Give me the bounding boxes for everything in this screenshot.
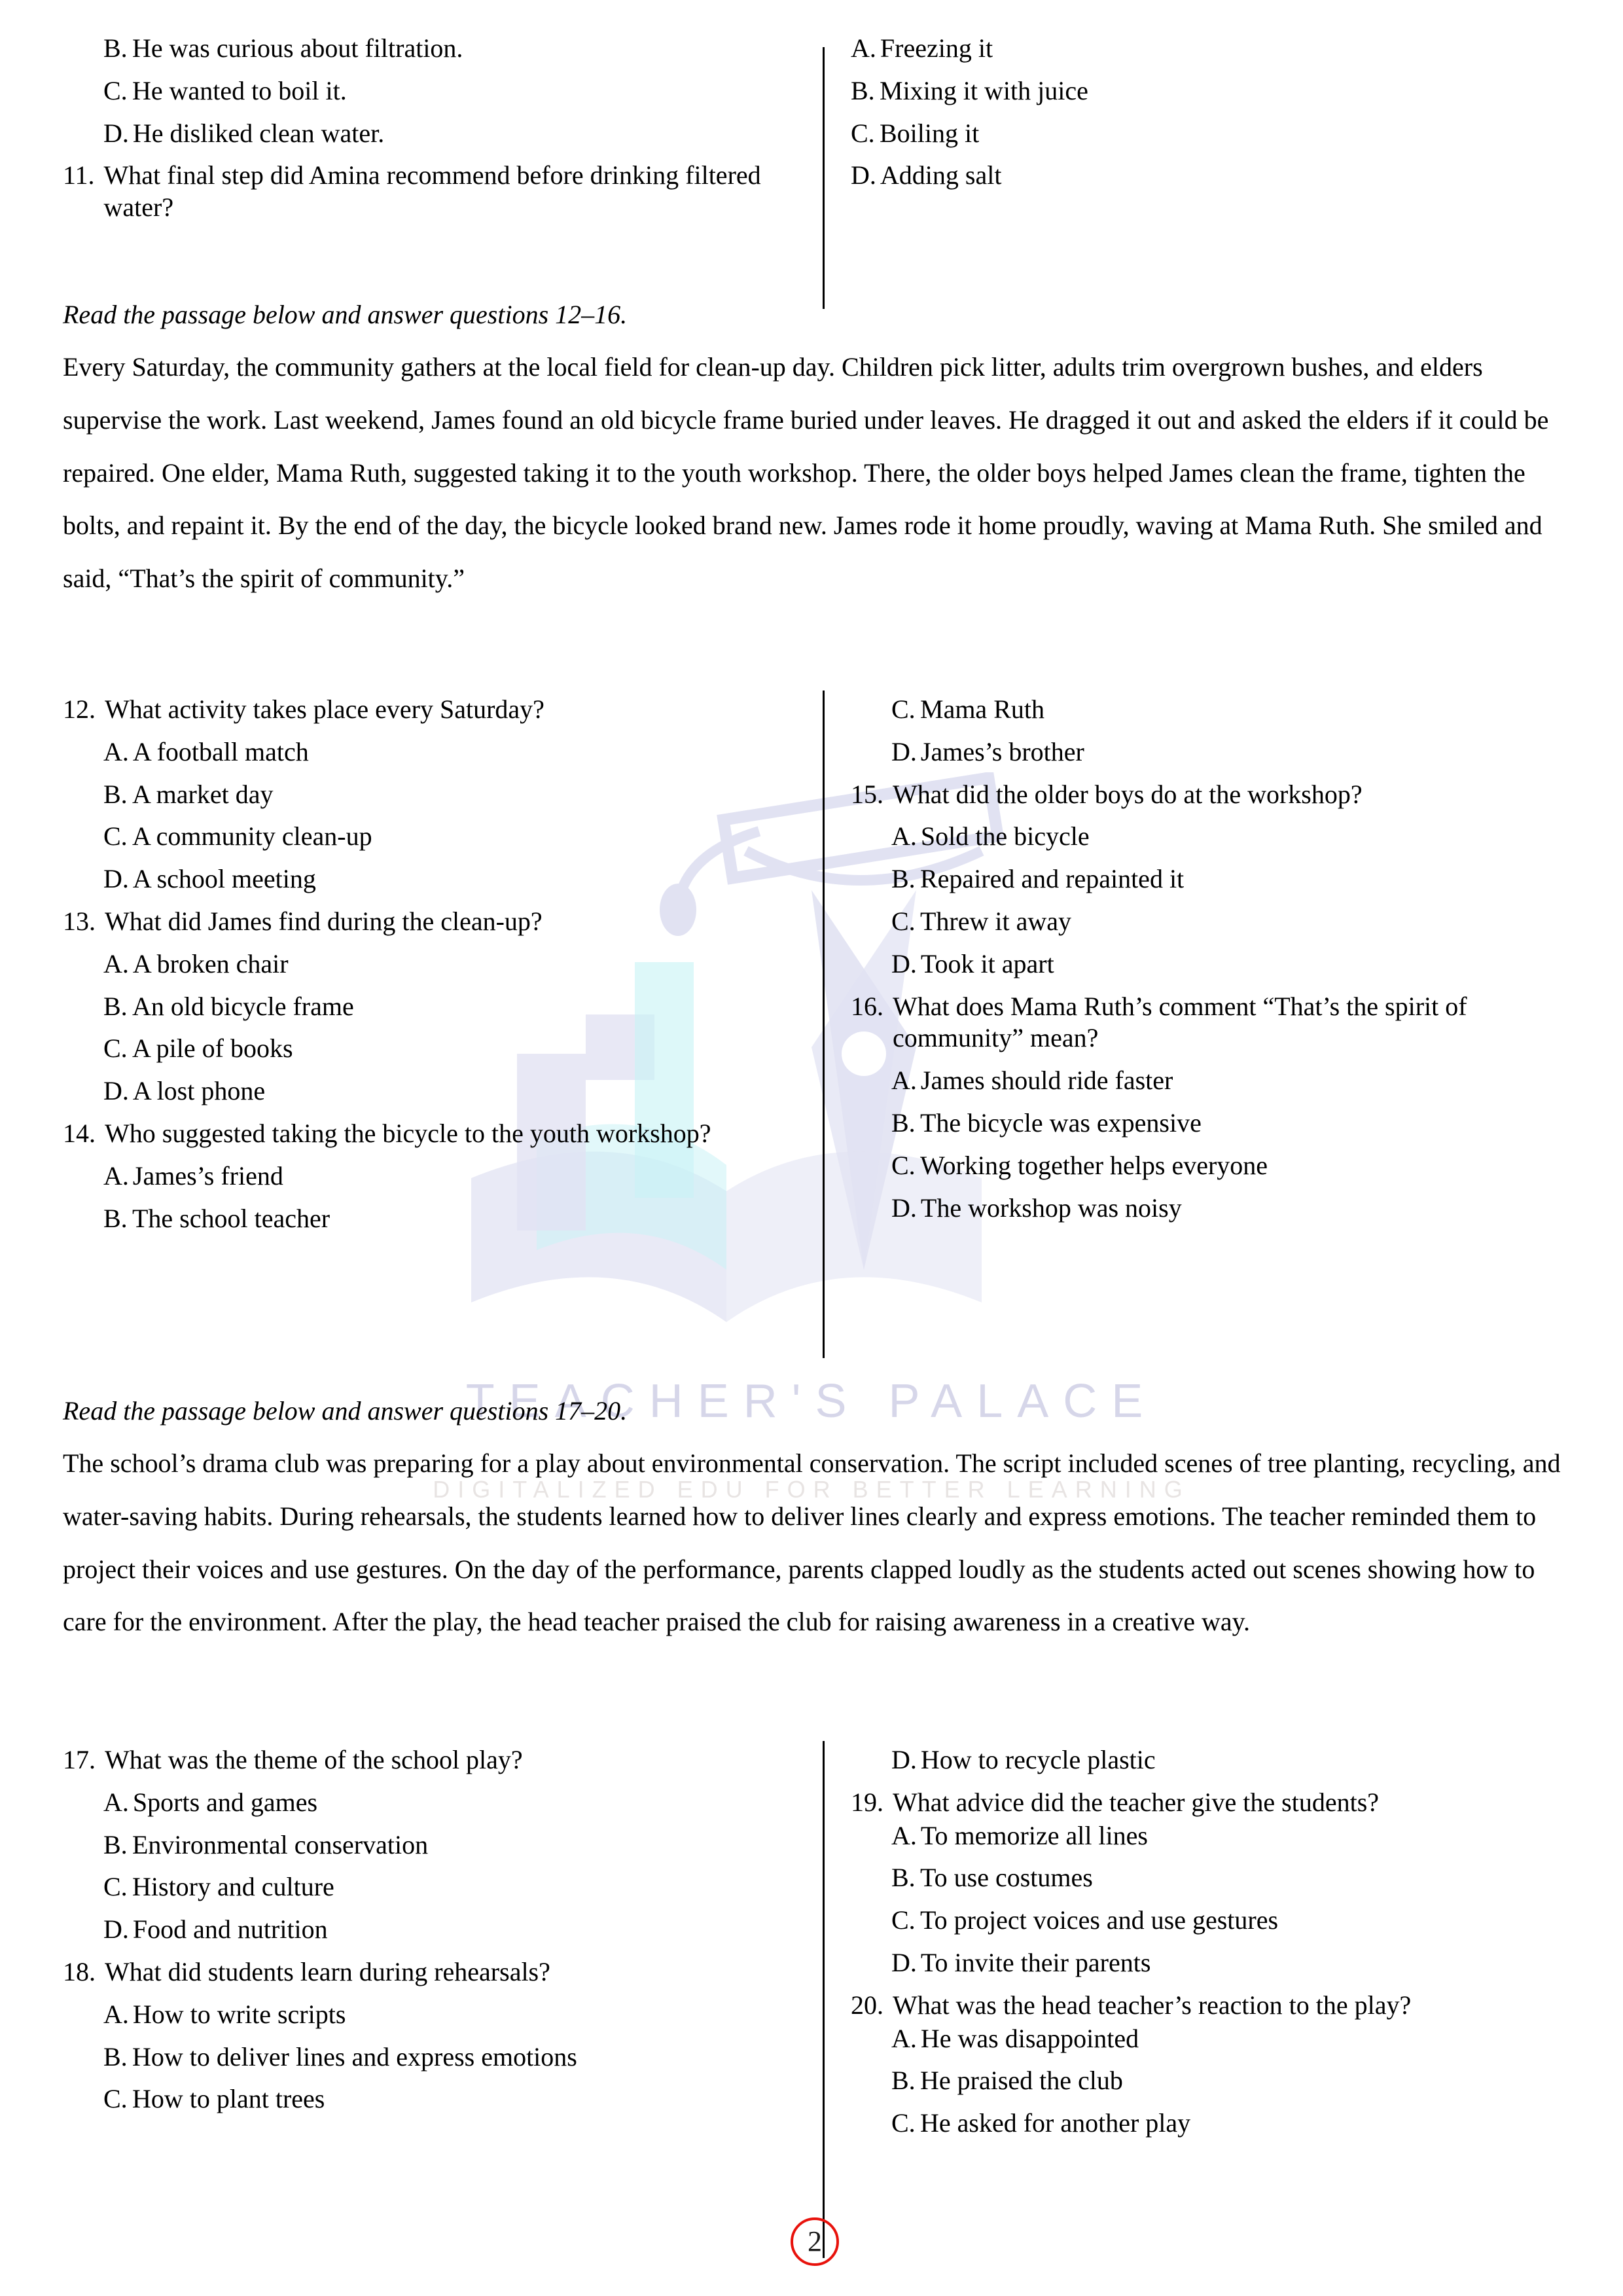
option-letter: C. <box>103 1872 128 1902</box>
option-text: A community clean-up <box>132 821 372 852</box>
option-text: How to deliver lines and express emotions <box>132 2041 577 2072</box>
option-text: The school teacher <box>132 1203 330 1233</box>
option-row[interactable] <box>63 33 799 65</box>
question-19[interactable] <box>851 1787 1577 1819</box>
option-letter: D. <box>103 118 129 148</box>
option-text: The workshop was noisy <box>920 1193 1182 1223</box>
option-letter: A. <box>103 1787 129 1817</box>
option-letter: B. <box>103 33 128 63</box>
question-text: What activity takes place every Saturday? <box>105 694 544 724</box>
q12-16-right-column <box>851 694 1577 1225</box>
option-letter: A. <box>891 821 917 852</box>
option-letter: A. <box>891 1066 917 1096</box>
option-letter: D. <box>851 160 876 190</box>
option-letter: B. <box>103 1203 128 1233</box>
question-text: What did James find during the clean-up? <box>105 906 543 936</box>
option-row[interactable] <box>851 1193 1577 1225</box>
page-number-badge <box>791 2217 839 2266</box>
option-row[interactable] <box>63 2041 799 2073</box>
option-letter: C. <box>891 906 916 936</box>
option-row[interactable] <box>63 821 799 853</box>
option-row[interactable] <box>63 1871 799 1903</box>
option-text: Working together helps everyone <box>920 1150 1268 1180</box>
column-divider-q17-20 <box>823 1741 825 2258</box>
passage-1-section <box>0 298 1623 605</box>
option-text: To invite their parents <box>920 1947 1151 1977</box>
option-text: A market day <box>132 779 274 809</box>
option-text: How to write scripts <box>132 1999 346 2029</box>
option-letter: C. <box>103 1033 128 1064</box>
option-row[interactable] <box>851 821 1577 853</box>
option-letter: C. <box>851 118 875 148</box>
option-text: He asked for another play <box>920 2108 1191 2138</box>
option-text: Repaired and repainted it <box>920 864 1185 894</box>
option-row[interactable] <box>63 1203 799 1235</box>
option-text: The bicycle was expensive <box>920 1107 1202 1138</box>
option-row[interactable] <box>851 863 1577 895</box>
question-15[interactable] <box>851 779 1577 811</box>
question-number: 20. <box>851 1990 883 2020</box>
option-letter: A. <box>891 1820 917 1850</box>
question-14[interactable] <box>63 1118 799 1150</box>
option-text: How to recycle plastic <box>920 1745 1156 1774</box>
option-letter: A. <box>103 1160 129 1191</box>
option-letter: C. <box>891 694 916 724</box>
question-text: What did the older boys do at the workshop? <box>893 779 1363 809</box>
passage-1-instruction: Read the passage below and answer questions 12–16. <box>63 300 628 329</box>
option-row[interactable] <box>851 33 1577 65</box>
option-row[interactable] <box>63 1914 799 1946</box>
option-row[interactable] <box>63 1999 799 2031</box>
option-text: He disliked clean water. <box>132 118 385 148</box>
question-number: 15. <box>851 779 883 809</box>
option-letter: D. <box>103 1076 129 1106</box>
option-letter: D. <box>891 1193 917 1223</box>
option-letter: A. <box>851 33 876 63</box>
option-text: Mama Ruth <box>920 694 1044 724</box>
option-letter: D. <box>891 1745 917 1774</box>
question-text: Who suggested taking the bicycle to the youth workshop? <box>105 1118 711 1148</box>
option-text: James’s friend <box>132 1160 283 1191</box>
question-text: What was the head teacher’s reaction to the play? <box>893 1990 1412 2020</box>
option-text: To use costumes <box>920 1863 1093 1893</box>
option-row[interactable] <box>851 1150 1577 1182</box>
option-letter: B. <box>103 2041 128 2072</box>
option-row[interactable] <box>63 1829 799 1861</box>
option-text: James’s brother <box>920 736 1084 766</box>
option-letter: B. <box>103 779 128 809</box>
question-number: 12. <box>63 694 96 724</box>
questions-12-16-section <box>0 694 1623 1361</box>
option-text: He was disappointed <box>920 2023 1139 2053</box>
option-text: Sold the bicycle <box>920 821 1090 852</box>
column-divider-top <box>823 47 825 309</box>
questions-17-20-section <box>0 1744 1623 2261</box>
option-letter: A. <box>103 1999 129 2029</box>
option-text: Freezing it <box>880 33 993 63</box>
option-text: James should ride faster <box>920 1066 1173 1096</box>
option-text: Threw it away <box>920 906 1072 936</box>
question-18[interactable] <box>63 1956 799 1988</box>
option-text: A school meeting <box>132 864 316 894</box>
option-row[interactable] <box>63 1787 799 1819</box>
option-row[interactable] <box>851 1107 1577 1139</box>
option-text: To project voices and use gestures <box>920 1905 1279 1935</box>
option-letter: C. <box>103 2084 128 2114</box>
top-left-column <box>63 33 799 225</box>
question-text: What advice did the teacher give the students? <box>893 1787 1380 1817</box>
option-letter: A. <box>891 2023 917 2053</box>
passage-2-body: The school’s drama club was preparing for a play about environmental conservation. The script included scenes of tree planting, recycling, and water-saving habits. During rehearsals, the students learned how to deliver lines clearly and express emotions. The teacher reminded them to project their voices and use gestures. On the day of the performance, parents clapped loudly as the students acted out scenes showing how to care for the environment. After the play, the head teacher praised the club for raising awareness in a creative way. <box>63 1448 1561 1637</box>
option-row[interactable] <box>63 2083 799 2115</box>
question-number: 16. <box>851 991 883 1021</box>
option-letter: D. <box>891 948 917 978</box>
option-row[interactable] <box>851 1820 1577 1852</box>
question-number: 19. <box>851 1787 883 1817</box>
option-letter: C. <box>103 75 128 105</box>
column-divider-q12-16 <box>823 691 825 1358</box>
option-row[interactable] <box>851 1744 1577 1776</box>
option-text: He wanted to boil it. <box>132 75 347 105</box>
q17-20-left-column <box>63 1744 799 2117</box>
option-letter: D. <box>891 1947 917 1977</box>
question-text: What did students learn during rehearsals? <box>105 1956 550 1986</box>
option-letter: D. <box>103 864 129 894</box>
option-letter: B. <box>103 1829 128 1859</box>
option-text: A lost phone <box>132 1076 266 1106</box>
option-text: Environmental conservation <box>132 1829 429 1859</box>
question-12[interactable] <box>63 694 799 726</box>
option-row[interactable] <box>851 1947 1577 1979</box>
option-text: He praised the club <box>920 2066 1123 2096</box>
option-row[interactable] <box>851 1065 1577 1097</box>
page-number-text: 2 <box>808 2225 822 2257</box>
option-letter: D. <box>891 736 917 766</box>
option-text: Food and nutrition <box>132 1914 328 1945</box>
option-row[interactable] <box>63 118 799 150</box>
watermark-tagline-text: DIGITALIZED EDU FOR BETTER LEARNING <box>433 1476 1190 1503</box>
option-text: A broken chair <box>132 948 289 978</box>
question-20[interactable] <box>851 1990 1577 2022</box>
option-row[interactable] <box>63 779 799 811</box>
watermark-brand-text: TEACHER'S PALACE <box>465 1375 1158 1427</box>
option-text: Took it apart <box>920 948 1054 978</box>
question-text: What final step did Amina recommend before drinking filtered water? <box>103 160 761 223</box>
option-text: He was curious about filtration. <box>132 33 463 63</box>
question-number: 18. <box>63 1956 96 1986</box>
option-row[interactable] <box>851 948 1577 980</box>
top-question-section <box>0 33 1623 295</box>
q12-16-left-column <box>63 694 799 1236</box>
option-text: How to plant trees <box>132 2084 325 2114</box>
question-text: What does Mama Ruth’s comment “That’s the spirit of community” mean? <box>893 991 1467 1053</box>
option-row[interactable] <box>851 2065 1577 2097</box>
option-row[interactable] <box>63 1160 799 1193</box>
option-text: Mixing it with juice <box>880 75 1088 105</box>
question-number: 14. <box>63 1118 96 1148</box>
option-text: A pile of books <box>132 1033 293 1064</box>
question-17[interactable] <box>63 1744 799 1776</box>
option-row[interactable] <box>63 75 799 107</box>
option-letter: A. <box>103 736 129 766</box>
option-letter: B. <box>891 1863 916 1893</box>
question-11[interactable] <box>63 160 799 224</box>
option-text: To memorize all lines <box>920 1820 1148 1850</box>
option-text: History and culture <box>132 1872 334 1902</box>
option-text: Sports and games <box>132 1787 318 1817</box>
option-text: Adding salt <box>880 160 1002 190</box>
option-row[interactable] <box>63 863 799 895</box>
option-row[interactable] <box>63 1033 799 1065</box>
question-number: 11. <box>63 160 95 190</box>
option-letter: C. <box>891 1150 916 1180</box>
option-row[interactable] <box>851 1905 1577 1937</box>
question-number: 13. <box>63 906 96 936</box>
option-row[interactable] <box>63 1075 799 1107</box>
option-row[interactable] <box>851 736 1577 768</box>
option-letter: B. <box>891 864 916 894</box>
option-row[interactable] <box>63 948 799 980</box>
question-number: 17. <box>63 1745 96 1774</box>
question-13[interactable] <box>63 906 799 938</box>
option-letter: C. <box>891 1905 916 1935</box>
option-text: A football match <box>132 736 309 766</box>
option-row[interactable] <box>851 694 1577 726</box>
option-letter: A. <box>103 948 129 978</box>
passage-2-section <box>0 1394 1623 1649</box>
option-row[interactable] <box>851 906 1577 938</box>
option-row[interactable] <box>851 118 1577 150</box>
option-row[interactable] <box>63 991 799 1023</box>
option-letter: C. <box>103 821 128 852</box>
option-letter: B. <box>891 2066 916 2096</box>
option-letter: C. <box>891 2108 916 2138</box>
option-row[interactable] <box>851 1862 1577 1894</box>
passage-1-body: Every Saturday, the community gathers at the local field for clean-up day. Children pick litter, adults trim overgrown bushes, and elders supervise the work. Last weekend, James found an old bicycle frame buried under leaves. He dragged it out and asked the elders if it could be repaired. One elder, Mama Ruth, suggested taking it to the youth workshop. There, the older boys helped James clean the frame, tighten the bolts, and repaint it. By the end of the day, the bicycle looked brand new. James rode it home proudly, waving at Mama Ruth. She smiled and said, “That’s the spirit of community.” <box>63 352 1549 594</box>
option-text: An old bicycle frame <box>132 991 354 1021</box>
option-letter: B. <box>891 1107 916 1138</box>
q17-20-right-column <box>851 1744 1577 2141</box>
option-row[interactable] <box>851 2108 1577 2140</box>
option-letter: B. <box>851 75 875 105</box>
option-letter: D. <box>103 1914 129 1945</box>
option-row[interactable] <box>851 2023 1577 2055</box>
option-row[interactable] <box>851 75 1577 107</box>
option-row[interactable] <box>851 160 1577 192</box>
question-text: What was the theme of the school play? <box>105 1745 523 1774</box>
option-letter: B. <box>103 991 128 1021</box>
top-right-column <box>851 33 1577 193</box>
question-16[interactable] <box>851 991 1577 1055</box>
option-row[interactable] <box>63 736 799 768</box>
passage-2-instruction: Read the passage below and answer questions 17–20. <box>63 1396 628 1426</box>
option-text: Boiling it <box>880 118 980 148</box>
